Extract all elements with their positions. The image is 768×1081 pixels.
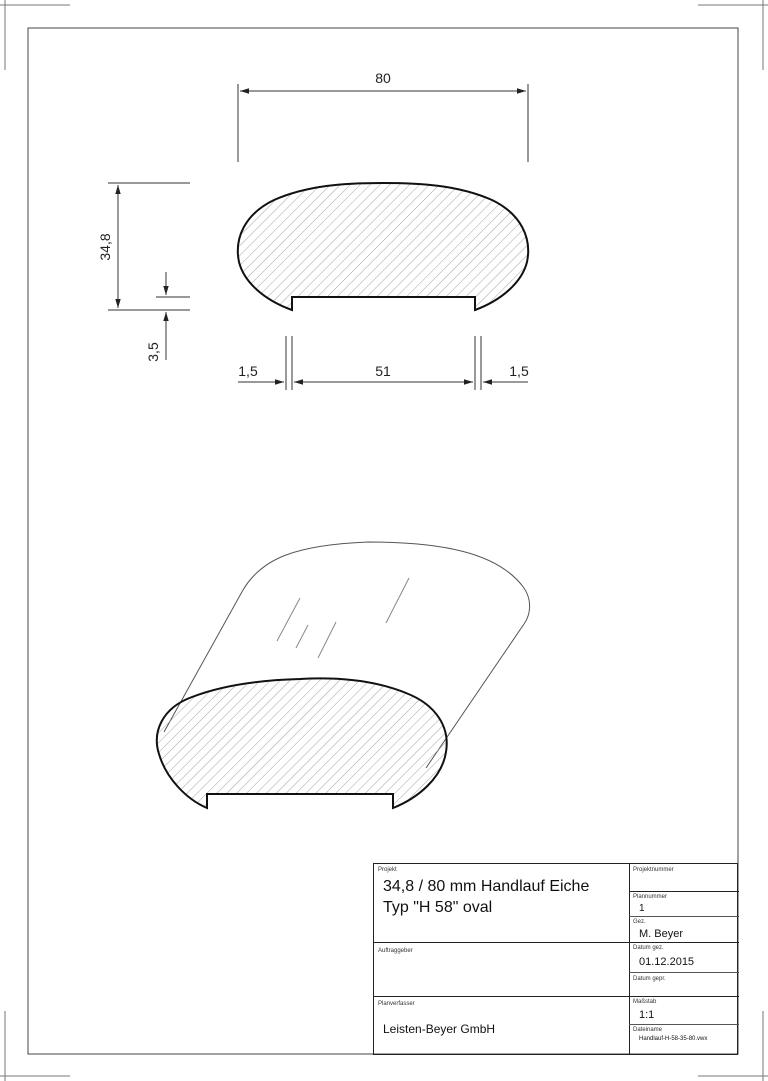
dimension-width-total bbox=[238, 84, 528, 162]
title-block-rule bbox=[629, 891, 739, 892]
dimension-groove-depth bbox=[156, 272, 190, 360]
title-block-rule bbox=[374, 942, 629, 943]
date-checked-label: Datum gepr. bbox=[633, 976, 666, 982]
drawn-by-label: Gez. bbox=[633, 919, 646, 925]
title-block-rule bbox=[629, 972, 739, 973]
title-block-divider bbox=[629, 864, 630, 1054]
cross-section-profile bbox=[238, 183, 528, 310]
dimension-label-lip-right: 1,5 bbox=[509, 363, 529, 379]
project-title-line2: Typ "H 58" oval bbox=[383, 899, 493, 916]
dimension-label-groove-width: 51 bbox=[375, 363, 391, 379]
filename-label: Dateiname bbox=[633, 1027, 663, 1033]
scale-value: 1:1 bbox=[639, 1009, 655, 1021]
project-number-label: Projektnummer bbox=[633, 867, 674, 873]
project-label: Projekt bbox=[378, 867, 397, 873]
date-drawn-label: Datum gez. bbox=[633, 945, 664, 951]
dimension-label-width: 80 bbox=[375, 70, 391, 86]
title-block-rule bbox=[629, 996, 739, 997]
project-title-line1: 34,8 / 80 mm Handlauf Eiche bbox=[383, 878, 590, 895]
filename-value: Handlauf-H-58-35-80.vwx bbox=[639, 1036, 708, 1042]
title-block-rule bbox=[629, 942, 739, 943]
title-block-rule bbox=[374, 996, 629, 997]
title-block-rule bbox=[629, 916, 739, 917]
drawn-by-value: M. Beyer bbox=[639, 928, 684, 940]
isometric-view bbox=[157, 542, 530, 808]
date-drawn-value: 01.12.2015 bbox=[639, 956, 695, 968]
dimension-label-lip-left: 1,5 bbox=[238, 363, 258, 379]
plan-number-label: Plannummer bbox=[633, 894, 668, 900]
author-value: Leisten-Beyer GmbH bbox=[383, 1022, 496, 1036]
dimension-label-groove-depth: 3,5 bbox=[145, 342, 161, 362]
title-block-rule bbox=[629, 1024, 739, 1025]
plan-number-value: 1 bbox=[639, 903, 645, 914]
client-label: Auftraggeber bbox=[378, 948, 413, 954]
author-label: Planverfasser bbox=[378, 1001, 415, 1007]
dimension-height-total bbox=[108, 183, 190, 310]
dimension-label-height: 34,8 bbox=[97, 233, 113, 261]
title-block bbox=[373, 863, 738, 1055]
scale-label: Maßstab bbox=[633, 999, 657, 1005]
